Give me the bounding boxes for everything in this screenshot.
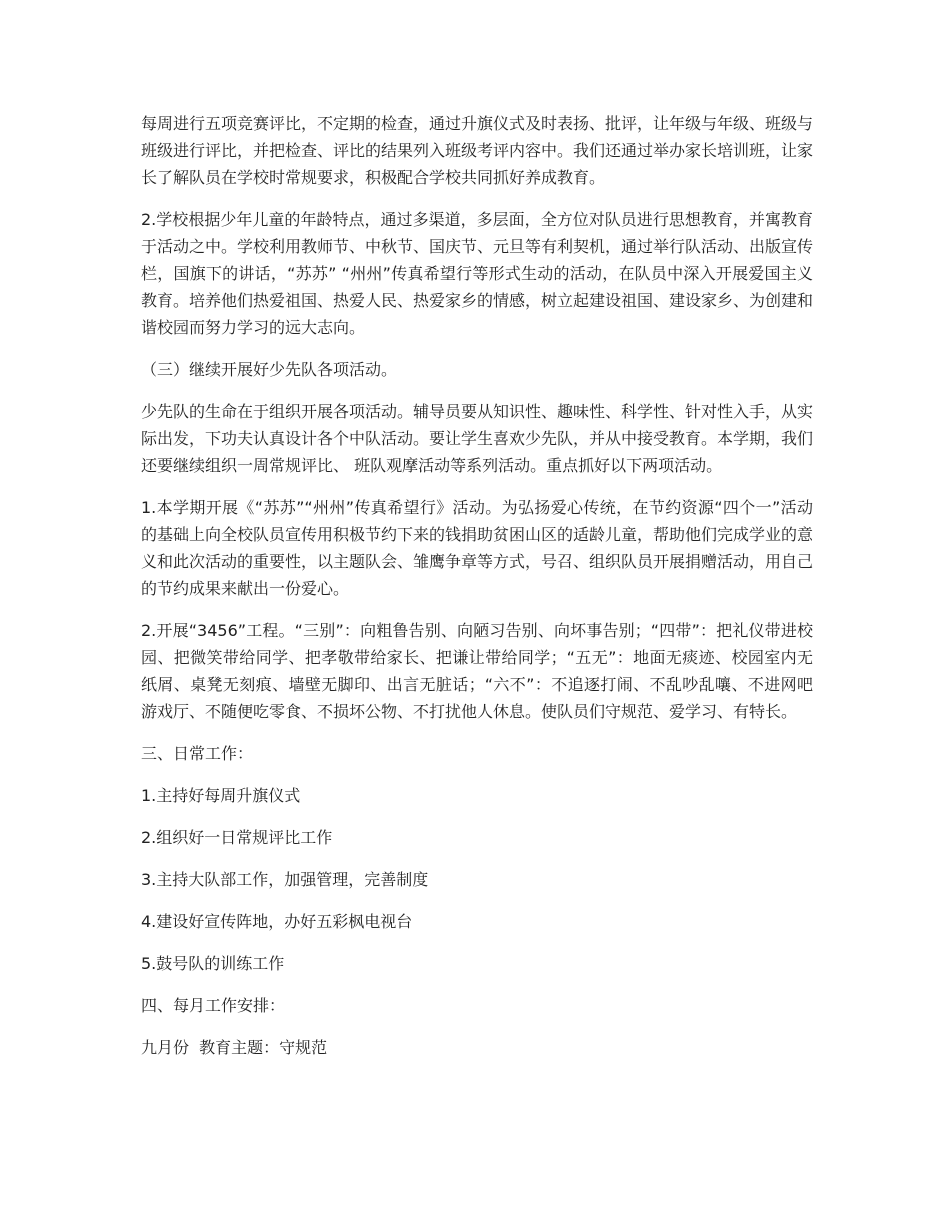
monthly-plan-september: 九月份 教育主题：守规范 bbox=[141, 1038, 328, 1057]
section-heading-activities: （三）继续开展好少先队各项活动。 bbox=[141, 360, 398, 379]
daily-work-item-3: 3.主持大队部工作，加强管理，完善制度 bbox=[141, 870, 429, 889]
document-body bbox=[141, 110, 813, 1076]
paragraph-weekly-competition: 每周进行五项竞赛评比，不定期的检查，通过升旗仪式及时表扬、批评，让年级与年级、班级与班级进行评比，并把检查、评比的结果列入班级考评内容中。我们还通过举办家长培训班，让家长了解队员在学校时常规要求，积极配合学校共同抓好养成教育。 bbox=[141, 114, 814, 187]
daily-work-item-2: 2.组织好一日常规评比工作 bbox=[141, 828, 333, 847]
section-heading-daily-work: 三、日常工作： bbox=[141, 744, 254, 763]
daily-work-item-4: 4.建设好宣传阵地，办好五彩枫电视台 bbox=[141, 912, 413, 931]
paragraph-ideological-education: 2.学校根据少年儿童的年龄特点，通过多渠道，多层面，全方位对队员进行思想教育，并寓教育于活动之中。学校利用教师节、中秋节、国庆节、元旦等有利契机，通过举行队活动、出版宣传栏，国旗下的讲话，“苏苏” “州州”传真希望行等形式生动的活动，在队员中深入开展爱国主义教育。培养他们热爱祖国、热爱人民、热爱家乡的情感，树立起建设祖国、建设家乡、为创建和谐校园而努力学习的远大志向。 bbox=[141, 210, 814, 337]
paragraph-3456-project: 2.开展“3456”工程。“三别”：向粗鲁告别、向陋习告别、向坏事告别；“四带”：把礼仪带进校园、把微笑带给同学、把孝敬带给家长、把谦让带给同学；“五无”：地面无痰迹、校园室内无纸屑、桌凳无刻痕、墙壁无脚印、出言无脏话；“六不”：不追逐打闹、不乱吵乱嚷、不进网吧游戏厅、不随便吃零食、不损坏公物、不打扰他人休息。使队员们守规范、爱学习、有特长。 bbox=[141, 621, 813, 721]
paragraph-hope-activity: 1.本学期开展《“苏苏”“州州”传真希望行》活动。为弘扬爱心传统，在节约资源“四个一”活动的基础上向全校队员宣传用积极节约下来的钱捐助贫困山区的适龄儿童，帮助他们完成学业的意义和此次活动的重要性，以主题队会、雏鹰争章等方式，号召、组织队员开展捐赠活动，用自己的节约成果来献出一份爱心。 bbox=[141, 498, 814, 598]
section-heading-monthly-plan: 四、每月工作安排： bbox=[141, 996, 286, 1015]
daily-work-item-1: 1.主持好每周升旗仪式 bbox=[141, 786, 301, 805]
daily-work-item-5: 5.鼓号队的训练工作 bbox=[141, 954, 285, 973]
paragraph-pioneer-activities: 少先队的生命在于组织开展各项活动。辅导员要从知识性、趣味性、科学性、针对性入手，从实际出发，下功夫认真设计各个中队活动。要让学生喜欢少先队，并从中接受教育。本学期，我们还要继续组织一周常规评比、 班队观摩活动等系列活动。重点抓好以下两项活动。 bbox=[141, 402, 814, 475]
